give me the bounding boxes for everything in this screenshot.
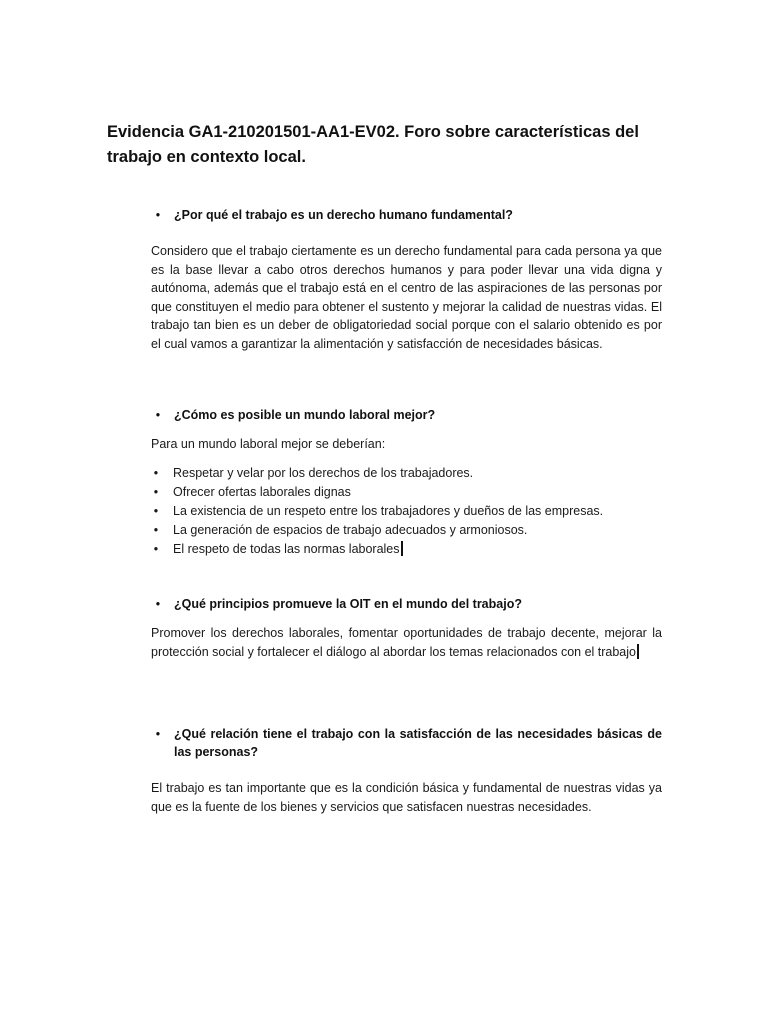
bullet-icon: • <box>155 208 161 222</box>
list-item: • La generación de espacios de trabajo adecuados y armoniosos. <box>151 521 662 540</box>
question-2 <box>155 406 662 424</box>
question-1 <box>155 206 662 224</box>
list-intro: Para un mundo laboral mejor se deberían: <box>151 437 386 451</box>
question-3-text: ¿Qué principios promueve la OIT en el mundo del trabajo? <box>174 597 522 611</box>
improvement-list <box>151 464 662 559</box>
bullet-icon: • <box>155 408 161 422</box>
list-item: • El respeto de todas las normas laborales <box>151 540 662 559</box>
answer-3: Promover los derechos laborales, fomentar oportunidades de trabajo decente, mejorar la protección social y fortalecer el diálogo al abordar los temas relacionados con el trabajo <box>151 626 662 659</box>
document-title: Evidencia GA1-210201501-AA1-EV02. Foro sobre características del trabajo en contexto local. <box>107 123 639 166</box>
bullet-icon: • <box>153 542 159 556</box>
text-cursor-icon <box>401 541 403 556</box>
list-item: • La existencia de un respeto entre los trabajadores y dueños de las empresas. <box>151 502 662 521</box>
question-4-text: ¿Qué relación tiene el trabajo con la satisfacción de las necesidades básicas de las personas? <box>174 727 662 759</box>
bullet-icon: • <box>155 727 161 741</box>
question-4 <box>155 725 662 761</box>
question-2-text: ¿Cómo es posible un mundo laboral mejor? <box>174 408 436 422</box>
answer-4: El trabajo es tan importante que es la condición básica y fundamental de nuestras vidas ya que es la fuente de los bienes y servicios que satisfacen nuestras necesidades. <box>151 781 662 814</box>
bullet-icon: • <box>153 485 159 499</box>
bullet-icon: • <box>155 597 161 611</box>
question-1-text: ¿Por qué el trabajo es un derecho humano fundamental? <box>174 208 513 222</box>
answer-1: Considero que el trabajo ciertamente es un derecho fundamental para cada persona ya que es la base llevar a cabo otros derechos humanos y para poder llevar una vida digna y autónoma, además que el trabajo está en el centro de las aspiraciones de las personas por que constituyen el medio para obtener el sustento y mejorar la calidad de nuestras vidas. El trabajo tan bien es un deber de obligatoriedad social porque con el salario obtenido es por el cual vamos a garantizar la alimentación y satisfacción de necesidades básicas. <box>151 244 662 351</box>
bullet-icon: • <box>153 466 159 480</box>
list-item: • Respetar y velar por los derechos de los trabajadores. <box>151 464 662 483</box>
list-item: • Ofrecer ofertas laborales dignas <box>151 483 662 502</box>
bullet-icon: • <box>153 523 159 537</box>
question-3 <box>155 595 662 613</box>
bullet-icon: • <box>153 504 159 518</box>
text-cursor-icon <box>637 644 639 659</box>
